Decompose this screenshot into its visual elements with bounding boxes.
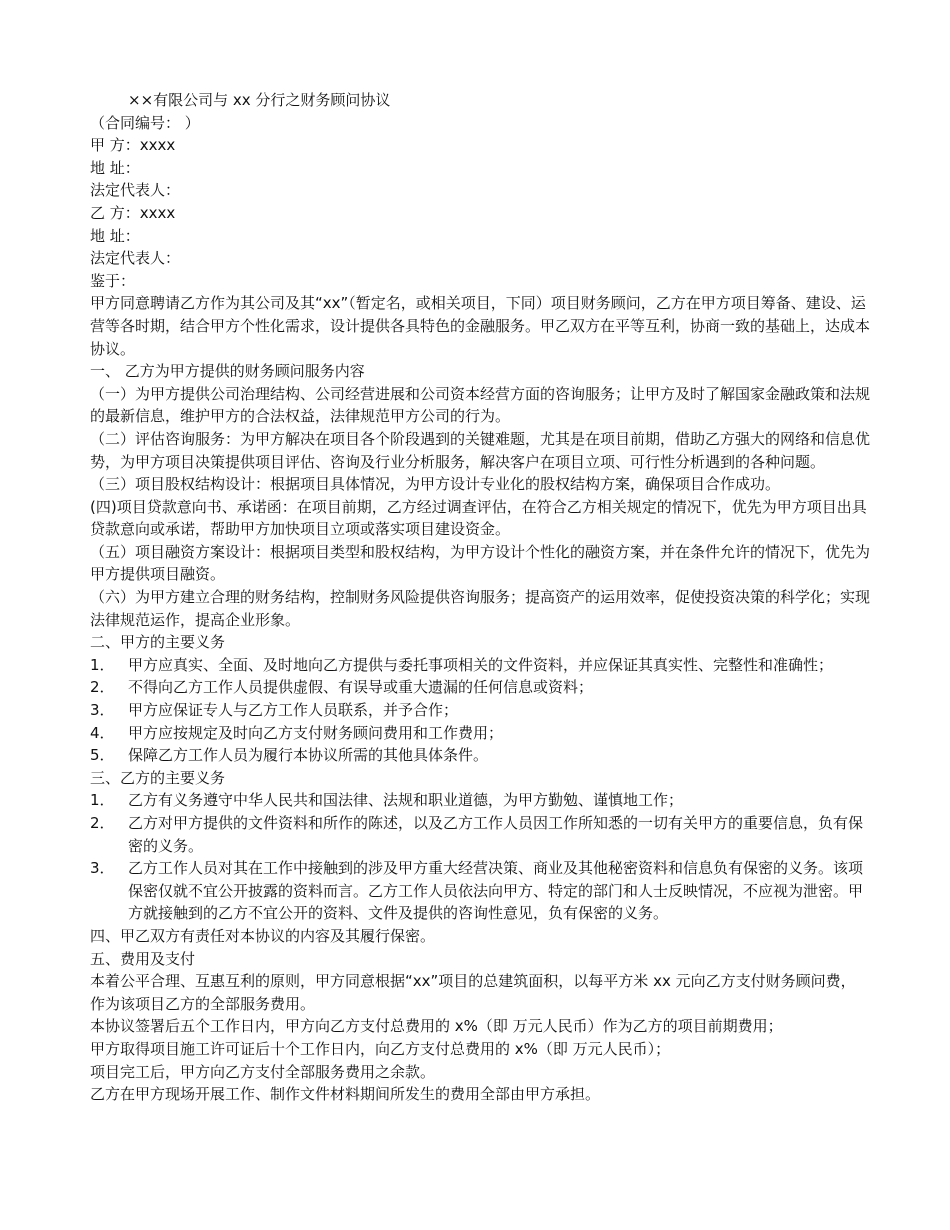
section3-item: [90, 857, 870, 925]
item-text: 甲方应保证专人与乙方工作人员联系，并予合作；: [128, 701, 459, 720]
item-number: 3．: [90, 701, 115, 720]
section5-paragraph: 甲方取得项目施工许可证后十个工作日内，向乙方支付总费用的 x%（即 万元人民币）；: [90, 1039, 671, 1058]
section1-item: （六）为甲方建立合理的财务结构，控制财务风险提供咨询服务；提高资产的运用效率，促使投资决策的科学化；实现法律规范运作，提高企业形象。: [90, 588, 871, 629]
document-title: ××有限公司与 xx 分行之财务顾问协议: [128, 91, 391, 109]
section2-item: [90, 699, 870, 722]
party-b-representative: 法定代表人：: [90, 249, 181, 268]
party-a-address: 地 址：: [90, 158, 140, 177]
item-text: 甲方应按规定及时向乙方支付财务顾问费用和工作费用；: [128, 723, 504, 742]
section2-item: [90, 722, 870, 745]
section1-item: (四)项目贷款意向书、承诺函：在项目前期，乙方经过调查评估，在符合乙方相关规定的情况下，优先为甲方项目出具贷款意向或承诺，帮助甲方加快项目立项或落实项目建设资金。: [90, 497, 867, 539]
party-a-name: 甲 方：xxxx: [90, 136, 176, 155]
section1-item: （五）项目融资方案设计：根据项目类型和股权结构，为甲方设计个性化的融资方案，并在条件允许的情况下，优先为甲方提供项目融资。: [90, 542, 871, 584]
item-number: 1．: [90, 655, 115, 674]
section2-item: [90, 676, 870, 699]
section1-item: （二）评估咨询服务：为甲方解决在项目各个阶段遇到的关键难题，尤其是在项目前期，借助乙方强大的网络和信息优势，为甲方项目决策提供项目评估、咨询及行业分析服务，解决客户在项目立项、可行性分析遇到的各种问题。: [90, 429, 871, 471]
section2-item: [90, 744, 870, 767]
section4-heading: 四、甲乙双方有责任对本协议的内容及其履行保密。: [90, 926, 436, 945]
item-text: 不得向乙方工作人员提供虚假、有误导或重大遗漏的任何信息或资料；: [128, 678, 594, 697]
item-text: 乙方对甲方提供的文件资料和所作的陈述，以及乙方工作人员因工作所知悉的一切有关甲方的重要信息，负有保密的义务。: [128, 814, 864, 855]
item-text: 甲方应真实、全面、及时地向乙方提供与委托事项相关的文件资料，并应保证其真实性、完整性和准确性；: [128, 655, 834, 674]
item-number: 2．: [90, 814, 115, 832]
item-text: 乙方有义务遵守中华人民共和国法律、法规和职业道德，为甲方勤勉、谨慎地工作；: [128, 791, 684, 810]
party-b-name: 乙 方：xxxx: [90, 203, 176, 222]
section1-heading: 一、 乙方为甲方提供的财务顾问服务内容: [90, 362, 365, 381]
item-number: 3．: [90, 859, 115, 878]
section5-paragraph: 本协议签署后五个工作日内，甲方向乙方支付总费用的 x%（即 万元人民币）作为乙方的项目前期费用；: [90, 1017, 783, 1036]
item-text: 保障乙方工作人员为履行本协议所需的其他具体条件。: [128, 746, 489, 765]
section5-heading: 五、费用及支付: [90, 949, 196, 968]
section3-item: [90, 789, 870, 812]
whereas-paragraph: 甲方同意聘请乙方作为其公司及其“xx”（暂定名，或相关项目，下同）项目财务顾问，乙方在甲方项目筹备、建设、运营等各时期，结合甲方个性化需求，设计提供各具特色的金融服务。甲乙双方在平等互利，协商一致的基础上，达成本协议。: [90, 294, 871, 358]
section3-item: [90, 812, 870, 857]
section2-heading: 二、甲方的主要义务: [90, 633, 226, 652]
item-number: 1．: [90, 791, 115, 810]
item-number: 4．: [90, 723, 115, 742]
item-number: 5．: [90, 746, 115, 765]
party-a-representative: 法定代表人：: [90, 181, 181, 200]
section5-paragraph: 乙方在甲方现场开展工作、制作文件材料期间所发生的费用全部由甲方承担。: [90, 1085, 601, 1104]
contract-number: （合同编号： ）: [90, 113, 200, 132]
section1-item: （三）项目股权结构设计：根据项目具体情况，为甲方设计专业化的股权结构方案，确保项目合作成功。: [90, 475, 781, 494]
item-text: 乙方工作人员对其在工作中接触到的涉及甲方重大经营决策、商业及其他秘密资料和信息负有保密的义务。该项保密仅就不宜公开披露的资料而言。乙方工作人员依法向甲方、特定的部门和人士反映情况，不应视为泄密。甲方就接触到的乙方不宜公开的资料、文件及提供的咨询性意见，负有保密的义务。: [128, 859, 864, 923]
document-page: [90, 89, 870, 1106]
party-b-address: 地 址：: [90, 226, 140, 245]
section5-paragraph: 项目完工后，甲方向乙方支付全部服务费用之余款。: [90, 1062, 436, 1081]
section5-paragraph: 本着公平合理、互惠互利的原则，甲方同意根据“xx”项目的总建筑面积，以每平方米 xx 元向乙方支付财务顾问费，作为该项目乙方的全部服务费用。: [90, 972, 856, 1013]
section1-item: （一）为甲方提供公司治理结构、公司经营进展和公司资本经营方面的咨询服务；让甲方及时了解国家金融政策和法规的最新信息，维护甲方的合法权益，法律规范甲方公司的行为。: [90, 384, 871, 426]
section3-heading: 三、乙方的主要义务: [90, 768, 226, 787]
section2-item: [90, 654, 870, 677]
whereas-label: 鉴于：: [90, 271, 136, 290]
item-number: 2．: [90, 678, 115, 697]
